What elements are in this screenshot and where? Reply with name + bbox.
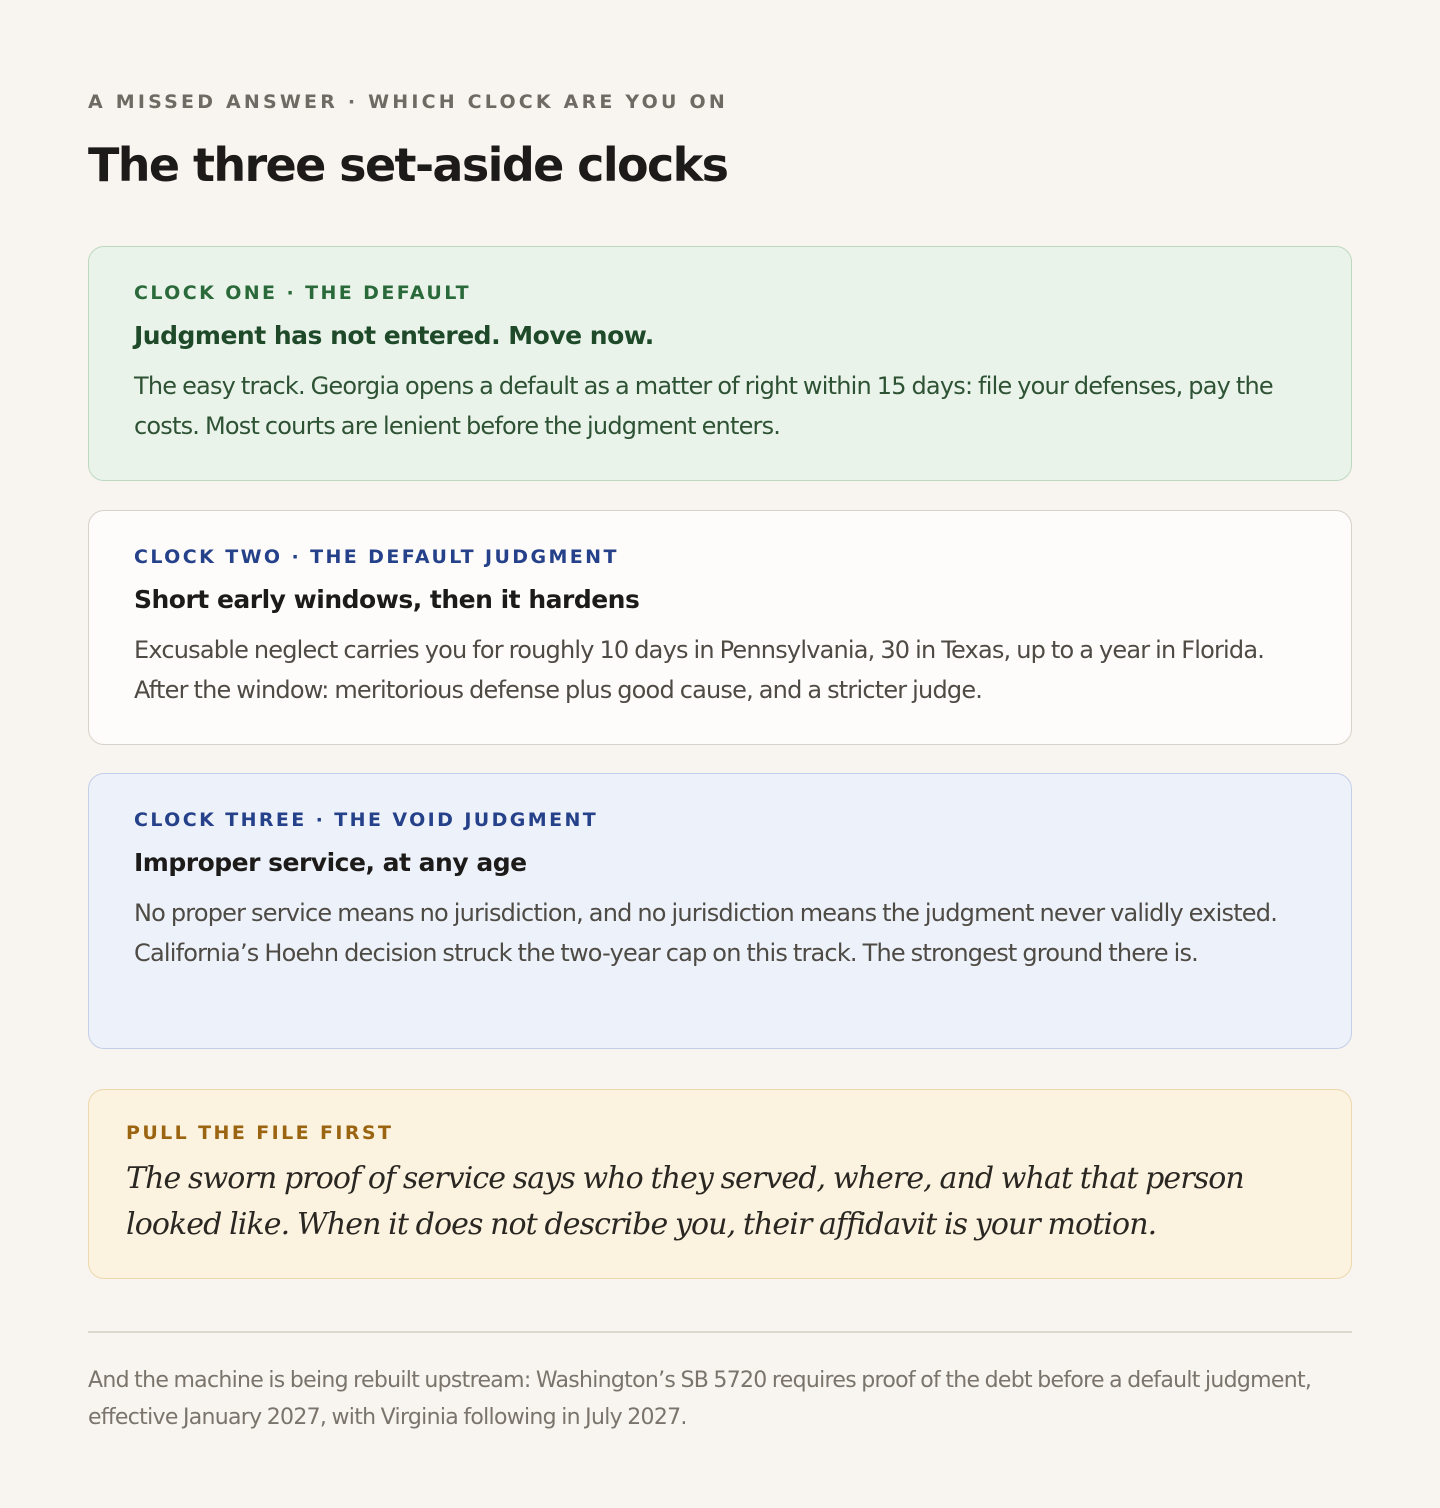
eyebrow-label: A MISSED ANSWER · WHICH CLOCK ARE YOU ON xyxy=(88,91,728,113)
clock-one-card xyxy=(88,246,1352,481)
clock-one-heading: Judgment has not entered. Move now. xyxy=(134,321,654,350)
callout-kicker: PULL THE FILE FIRST xyxy=(126,1122,394,1144)
clock-three-heading: Improper service, at any age xyxy=(134,848,527,877)
clock-three-kicker: CLOCK THREE · THE VOID JUDGMENT xyxy=(134,809,599,831)
clock-one-kicker: CLOCK ONE · THE DEFAULT xyxy=(134,282,471,304)
clock-two-body: Excusable neglect carries you for roughly 10 days in Pennsylvania, 30 in Texas, up to a year in Florida. After the window: meritorious defense plus good cause, and a stricter judge. xyxy=(134,636,1265,704)
divider xyxy=(88,1331,1352,1333)
callout-quote: The sworn proof of service says who they served, where, and what that person looked like. When it does not describe you, their affidavit is your motion. xyxy=(126,1161,1244,1242)
clock-three-card xyxy=(88,773,1352,1049)
clock-two-kicker: CLOCK TWO · THE DEFAULT JUDGMENT xyxy=(134,546,619,568)
clock-two-heading: Short early windows, then it hardens xyxy=(134,585,640,614)
callout-card xyxy=(88,1089,1352,1279)
clock-three-body: No proper service means no jurisdiction, and no jurisdiction means the judgment never validly existed. California’s Hoehn decision struck the two-year cap on this track. The strongest ground there is. xyxy=(134,899,1278,967)
clock-two-card xyxy=(88,510,1352,745)
page-title: The three set-aside clocks xyxy=(88,138,728,192)
clock-one-body: The easy track. Georgia opens a default as a matter of right within 15 days: file your defenses, pay the costs. Most courts are lenient before the judgment enters. xyxy=(134,372,1273,440)
footnote: And the machine is being rebuilt upstream: Washington’s SB 5720 requires proof of the debt before a default judgment, effective January 2027, with Virginia following in July 2027. xyxy=(88,1368,1312,1430)
